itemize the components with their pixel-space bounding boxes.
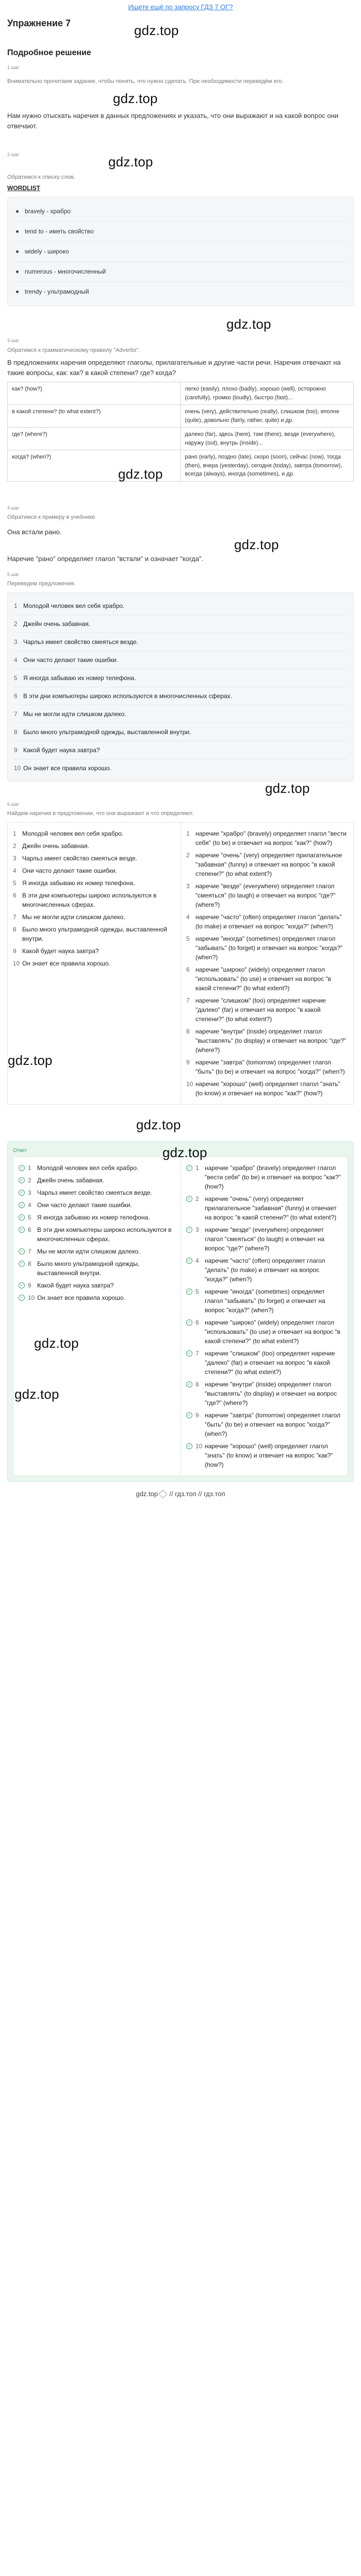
list-item: ✓ 8 наречие "внутри" (inside) определяет глагол "выставлять" (to display) и отвечает на вопрос "где?" (where?) — [186, 1380, 342, 1408]
check-icon: ✓ — [19, 1165, 25, 1171]
list-item: 7 Мы не могли идти слишком далеко. — [14, 710, 126, 718]
step-tag: 3 шаг — [7, 338, 20, 343]
footer-link[interactable]: gdz.top — [136, 1489, 158, 1498]
footer-link[interactable]: гдз.топ — [175, 1489, 196, 1498]
pencil-icon — [158, 1490, 167, 1499]
list-item: 7 Мы не могли идти слишком далеко. — [13, 913, 125, 921]
answer-table — [13, 1157, 348, 1476]
check-icon: ✓ — [186, 1258, 192, 1264]
list-item: 3 Чарльз имеет свойство смеяться везде. — [14, 638, 139, 646]
search-link[interactable]: Ищете ещё по запросу ГДЗ 7 ОГ? — [128, 3, 233, 11]
check-icon: ✓ — [186, 1319, 192, 1326]
list-item: 2 Джейн очень забавная. — [13, 842, 89, 850]
list-item: 9 Какой будет наука завтра? — [13, 947, 99, 955]
footer-link[interactable]: гдз.топ — [204, 1489, 225, 1498]
step-tag: 4 шаг — [7, 505, 20, 511]
bullet-icon — [16, 250, 19, 253]
check-icon: ✓ — [19, 1248, 25, 1255]
list-item: ✓ 2 наречие "очень" (very) определяет прилагательное "забавная" (funny) и отвечает на вопрос "в какой степени?" (to what extent?) — [186, 1194, 342, 1222]
list-item: 1 Молодой человек вел себя храбро. — [14, 602, 125, 609]
list-item: 2 наречие "очень" (very) определяет прилагательное "забавная" (funny) и отвечает на вопрос "в какой степени?" (to what extent?) — [186, 851, 342, 877]
table-cell-question: в какой степени? (to what extent?) — [8, 405, 181, 428]
watermark: gdz.top — [8, 1052, 53, 1068]
list-item: 10 наречие "хорошо" (well) определяет глагол "знать" (to know) и отвечает на вопрос "как?" (how?) — [186, 1080, 340, 1097]
table-cell-question: как? (how?) — [8, 382, 181, 405]
list-item: 5 наречие "иногда" (sometimes) определяет глагол "забывать" (to forget) и отвечает на вопрос "когда?" (when?) — [186, 935, 343, 961]
analysis-column — [180, 823, 353, 1104]
check-icon: ✓ — [186, 1381, 192, 1387]
step6-title: Найдем наречия в предложении, что они выражают и что определяют. — [7, 810, 194, 817]
list-item: 6 В эти дни компьютеры широко используются в многочисленных сферах. — [13, 891, 157, 908]
step5-title: Переведем предложения. — [7, 581, 76, 587]
list-item: 3 Чарльз имеет свойство смеяться везде. — [13, 854, 138, 862]
list-item: ✓ 3 Чарльз имеет свойство смеяться везде. — [19, 1188, 175, 1197]
step3-title: Обратимся к грамматическому правилу "Adverbs". — [7, 347, 140, 353]
section-subtitle: Подробное решение — [7, 48, 91, 57]
watermark: gdz.top — [136, 1116, 181, 1132]
list-item: ✓ 8 Было много ультрамодной одежды, выставленной внутри. — [19, 1259, 175, 1278]
watermark: gdz.top — [234, 537, 279, 552]
page-title: Упражнение 7 — [7, 18, 71, 28]
check-icon: ✓ — [19, 1282, 25, 1289]
table-row — [8, 382, 354, 405]
list-item: 8 Было много ультрамодной одежды, выставленной внутри. — [13, 925, 167, 942]
list-item: ✓ 1 наречие "храбро" (bravely) определяет глагол "вести себя" (to be) и отвечает на вопрос "как?" (how?) — [186, 1163, 342, 1191]
list-item: ✓ 9 Какой будет наука завтра? — [19, 1281, 175, 1290]
wordlist-item: trendy - ультрамодный — [14, 287, 347, 296]
watermark: gdz.top — [108, 154, 153, 170]
check-icon: ✓ — [186, 1350, 192, 1357]
watermark: gdz.top — [265, 780, 310, 796]
list-item: ✓ 5 Я иногда забываю их номер телефона. — [19, 1213, 175, 1222]
list-item: 4 наречие "часто" (often) определяет глагол "делать" (to make) и отвечает на вопрос "когда?" (when?) — [186, 913, 342, 930]
sentences-column — [8, 823, 180, 1104]
bullet-icon — [16, 230, 19, 233]
step-tag: 2 шаг — [7, 152, 20, 157]
table-cell-answer: далеко (far), здесь (here), там (there), везде (everywhere), наружу (out), внутрь (inside)... — [180, 428, 354, 450]
list-item: ✓ 10 наречие "хорошо" (well) определяет глагол "знать" (to know) и отвечает на вопрос "как?" (how?) — [186, 1442, 342, 1469]
wordlist-item: bravely - храбро — [14, 207, 347, 216]
watermark: gdz.top — [113, 91, 158, 106]
list-item: 2 Джейн очень забавная. — [14, 620, 90, 628]
list-item: ✓ 7 Мы не могли идти слишком далеко. — [19, 1247, 175, 1256]
watermark: gdz.top — [14, 1386, 59, 1402]
step-tag: 1 шаг — [7, 65, 20, 70]
check-icon: ✓ — [19, 1190, 25, 1196]
list-item: ✓ 4 Они часто делают такие ошибки. — [19, 1200, 175, 1210]
answer-analysis-column — [180, 1157, 348, 1476]
answer-sentences-column — [13, 1157, 180, 1476]
list-item: ✓ 2 Джейн очень забавная. — [19, 1176, 175, 1185]
list-item: 5 Я иногда забываю их номер телефона. — [14, 674, 136, 682]
step4-example: Она встали рано. — [7, 528, 62, 536]
check-icon: ✓ — [19, 1202, 25, 1208]
list-item: 4 Они часто делают такие ошибки. — [13, 867, 117, 874]
table-cell-question: когда? (when?) — [8, 450, 181, 482]
check-icon: ✓ — [186, 1289, 192, 1295]
check-icon: ✓ — [186, 1443, 192, 1449]
table-row — [8, 428, 354, 450]
step2-title: Обратимся к списку слов. — [7, 174, 75, 180]
list-item: ✓ 4 наречие "часто" (often) определяет глагол "делать" (to make) и отвечает на вопрос "когда?" (when?) — [186, 1256, 342, 1284]
list-item: ✓ 10 Он знает все правила хорошо. — [19, 1293, 175, 1302]
check-icon: ✓ — [19, 1295, 25, 1301]
step4-title: Обратимся к примеру в учебнике. — [7, 514, 97, 520]
step-tag: 6 шаг — [7, 801, 20, 807]
table-cell-answer: очень (very), действительно (really), слишком (too), вполне (quite), довольно (fairly, rather, quite) и др. — [180, 405, 354, 428]
list-item: ✓ 1 Молодой человек вел себя храбро. — [19, 1163, 175, 1173]
list-item: 1 Молодой человек вел себя храбро. — [13, 829, 124, 837]
list-item: 9 Какой будет наука завтра? — [14, 746, 100, 754]
step-tag: 5 шаг — [7, 571, 20, 577]
list-item: 10 Он знает все правила хорошо. — [13, 959, 110, 967]
step3-rule: В предложениях наречия определяют глаголы, прилагательные и другие части речи. Наречия отвечают на такие вопросы, как: как? в какой степени? где? когда? — [7, 359, 341, 377]
step1-text: Нам нужно отыскать наречия в данных предложениях и указать, что они выражают и на какой вопрос они отвечают. — [7, 112, 339, 130]
list-item: 4 Они часто делают такие ошибки. — [14, 656, 118, 664]
table-cell-question: где? (where?) — [8, 428, 181, 450]
watermark: gdz.top — [226, 316, 271, 332]
list-item: ✓ 3 наречие "везде" (everywhere) определяет глагол "смеяться" (to laugh) и отвечает на вопрос "где?" (where?) — [186, 1225, 342, 1253]
list-item: ✓ 7 наречие "слишком" (too) определяет наречие "далеко" (far) и отвечает на вопрос "в какой степени?" (to what extent?) — [186, 1349, 342, 1377]
list-item: 10 Он знает все правила хорошо. — [14, 764, 111, 772]
answer-label: Ответ — [13, 1147, 27, 1154]
list-item: 8 Было много ультрамодной одежды, выставленной внутри. — [14, 728, 191, 736]
check-icon: ✓ — [19, 1227, 25, 1233]
step1-block — [7, 77, 354, 86]
analysis-table — [7, 822, 354, 1105]
check-icon: ✓ — [186, 1165, 192, 1171]
watermark: gdz.top — [162, 1144, 207, 1160]
list-item: 8 наречие "внутри" (inside) определяет глагол "выставлять" (to display) и отвечает на вопрос "где?" (where?) — [186, 1027, 347, 1054]
list-item: 5 Я иногда забываю их номер телефона. — [13, 879, 135, 887]
list-item: 1 наречие "храбро" (bravely) определяет глагол "вести себя" (to be) и отвечает на вопрос "как?" (how?) — [186, 829, 347, 846]
wordlist-item: tend to - иметь свойство — [14, 227, 347, 236]
list-item: 6 наречие "широко" (widely) определяет глагол "использовать" (to use) и отвечает на вопрос "в какой степени?" (to what extent?) — [186, 965, 332, 992]
bullet-icon — [16, 291, 19, 293]
step1-intro: Внимательно прочитаем задание, чтобы понять, что нужно сделать. При необходимости переведём его. — [7, 78, 284, 84]
table-row — [8, 405, 354, 428]
list-item: 7 наречие "слишком" (too) определяет наречие "далеко" (far) и отвечает на вопрос "в какой степени?" (to what extent?) — [186, 996, 326, 1023]
watermark: gdz.top — [34, 1335, 79, 1351]
list-item: 6 В эти дни компьютеры широко используются в многочисленных сферах. — [14, 692, 232, 700]
check-icon: ✓ — [19, 1261, 25, 1267]
bullet-icon — [16, 270, 19, 273]
list-item: 3 наречие "везде" (everywhere) определяет глагол "смеяться" (to laugh) и отвечает на вопрос "где?" (where?) — [186, 882, 336, 908]
step4-text: Наречие "рано" определяет глагол "встали" и означает "когда". — [7, 555, 204, 563]
bullet-icon — [16, 210, 19, 213]
list-item: ✓ 6 В эти дни компьютеры широко используются в многочисленных сферах. — [19, 1225, 175, 1244]
watermark: gdz.top — [134, 23, 179, 38]
list-item: ✓ 6 наречие "широко" (widely) определяет глагол "использовать" (to use) и отвечает на вопрос "в какой степени?" (to what extent?) — [186, 1318, 342, 1346]
sentences-list — [7, 592, 354, 782]
list-item: ✓ 5 наречие "иногда" (sometimes) определяет глагол "забывать" (to forget) и отвечает на вопрос "когда?" (when?) — [186, 1287, 342, 1315]
check-icon: ✓ — [19, 1214, 25, 1221]
wordlist-item: numerous - многочисленный — [14, 267, 347, 276]
check-icon: ✓ — [186, 1196, 192, 1202]
check-icon: ✓ — [186, 1227, 192, 1233]
table-cell-answer: легко (easily), плохо (badly), хорошо (well), осторожно (carefully), громко (loudly), быстро (fast)... — [180, 382, 354, 405]
wordlist-title: WORDLIST — [7, 184, 40, 192]
list-item: ✓ 9 наречие "завтра" (tomorrow) определяет глагол "быть" (to be) и отвечает на вопрос "когда?" (when?) — [186, 1411, 342, 1438]
watermark: gdz.top — [118, 466, 163, 482]
wordlist-item: widely - широко — [14, 247, 347, 256]
check-icon: ✓ — [186, 1412, 192, 1418]
table-cell-answer: рано (early), поздно (late), скоро (soon), сейчас (now), тогда (then), вчера (yesterday), сегодня (today), завтра (tomorrow), всегда (always), иногда (sometimes), и др. — [180, 450, 354, 482]
wordlist-panel — [7, 197, 354, 306]
list-item: 9 наречие "завтра" (tomorrow) определяет глагол "быть" (to be) и отвечает на вопрос "когда?" (when?) — [186, 1058, 345, 1075]
check-icon: ✓ — [19, 1177, 25, 1183]
answer-panel — [7, 1141, 354, 1482]
footer-links: gdz.top // гдз.топ // гдз.топ — [7, 1482, 354, 1504]
